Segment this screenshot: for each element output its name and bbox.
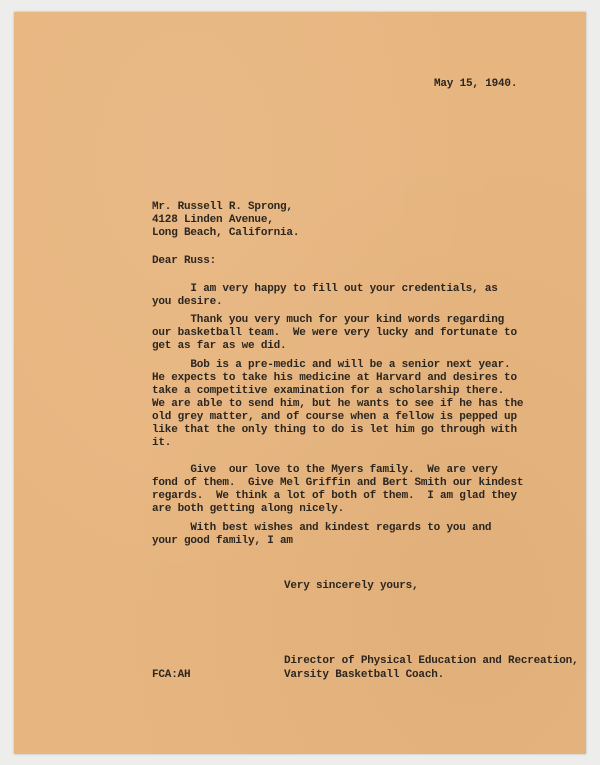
body-line: our basketball team. We were very lucky and fortunate to [152, 327, 517, 339]
salutation: Dear Russ: [152, 255, 217, 267]
body-line: fond of them. Give Mel Griffin and Bert Smith our kindest [152, 477, 524, 489]
signature-title-line-1: Director of Physical Education and Recreation, [284, 655, 579, 667]
body-line: We are able to send him, but he wants to see if he has the [152, 398, 524, 410]
body-line: With best wishes and kindest regards to you and [152, 522, 492, 534]
body-line: take a competitive examination for a scholarship there. [152, 385, 505, 397]
body-line: your good family, I am [152, 535, 293, 547]
closing: Very sincerely yours, [284, 580, 419, 592]
body-paragraph-5 [152, 522, 491, 548]
letter-date: May 15, 1940. [434, 78, 518, 90]
body-line: Bob is a pre-medic and will be a senior next year. [152, 359, 511, 371]
body-line: old grey matter, and of course when a fellow is pepped up [152, 411, 517, 423]
body-line: get as far as we did. [152, 340, 287, 352]
body-paragraph-4 [152, 464, 523, 516]
recipient-street: 4128 Linden Avenue, [152, 214, 274, 226]
body-paragraph-1 [152, 283, 498, 309]
signature-title-line-2: Varsity Basketball Coach. [284, 669, 445, 681]
body-line: He expects to take his medicine at Harvard and desires to [152, 372, 517, 384]
letter-sheet [14, 12, 586, 754]
body-line: it. [152, 437, 172, 449]
body-paragraph-3 [152, 359, 523, 450]
body-line: regards. We think a lot of both of them. I am glad they [152, 490, 517, 502]
body-line: I am very happy to fill out your credentials, as [152, 283, 498, 295]
body-line: Give our love to the Myers family. We are very [152, 464, 498, 476]
body-line: Thank you very much for your kind words regarding [152, 314, 505, 326]
body-paragraph-2 [152, 314, 517, 353]
recipient-name: Mr. Russell R. Sprong, [152, 201, 293, 213]
body-line: are both getting along nicely. [152, 503, 345, 515]
recipient-city: Long Beach, California. [152, 227, 300, 239]
typist-initials: FCA:AH [152, 669, 191, 681]
body-line: like that the only thing to do is let him go through with [152, 424, 517, 436]
body-line: you desire. [152, 296, 223, 308]
